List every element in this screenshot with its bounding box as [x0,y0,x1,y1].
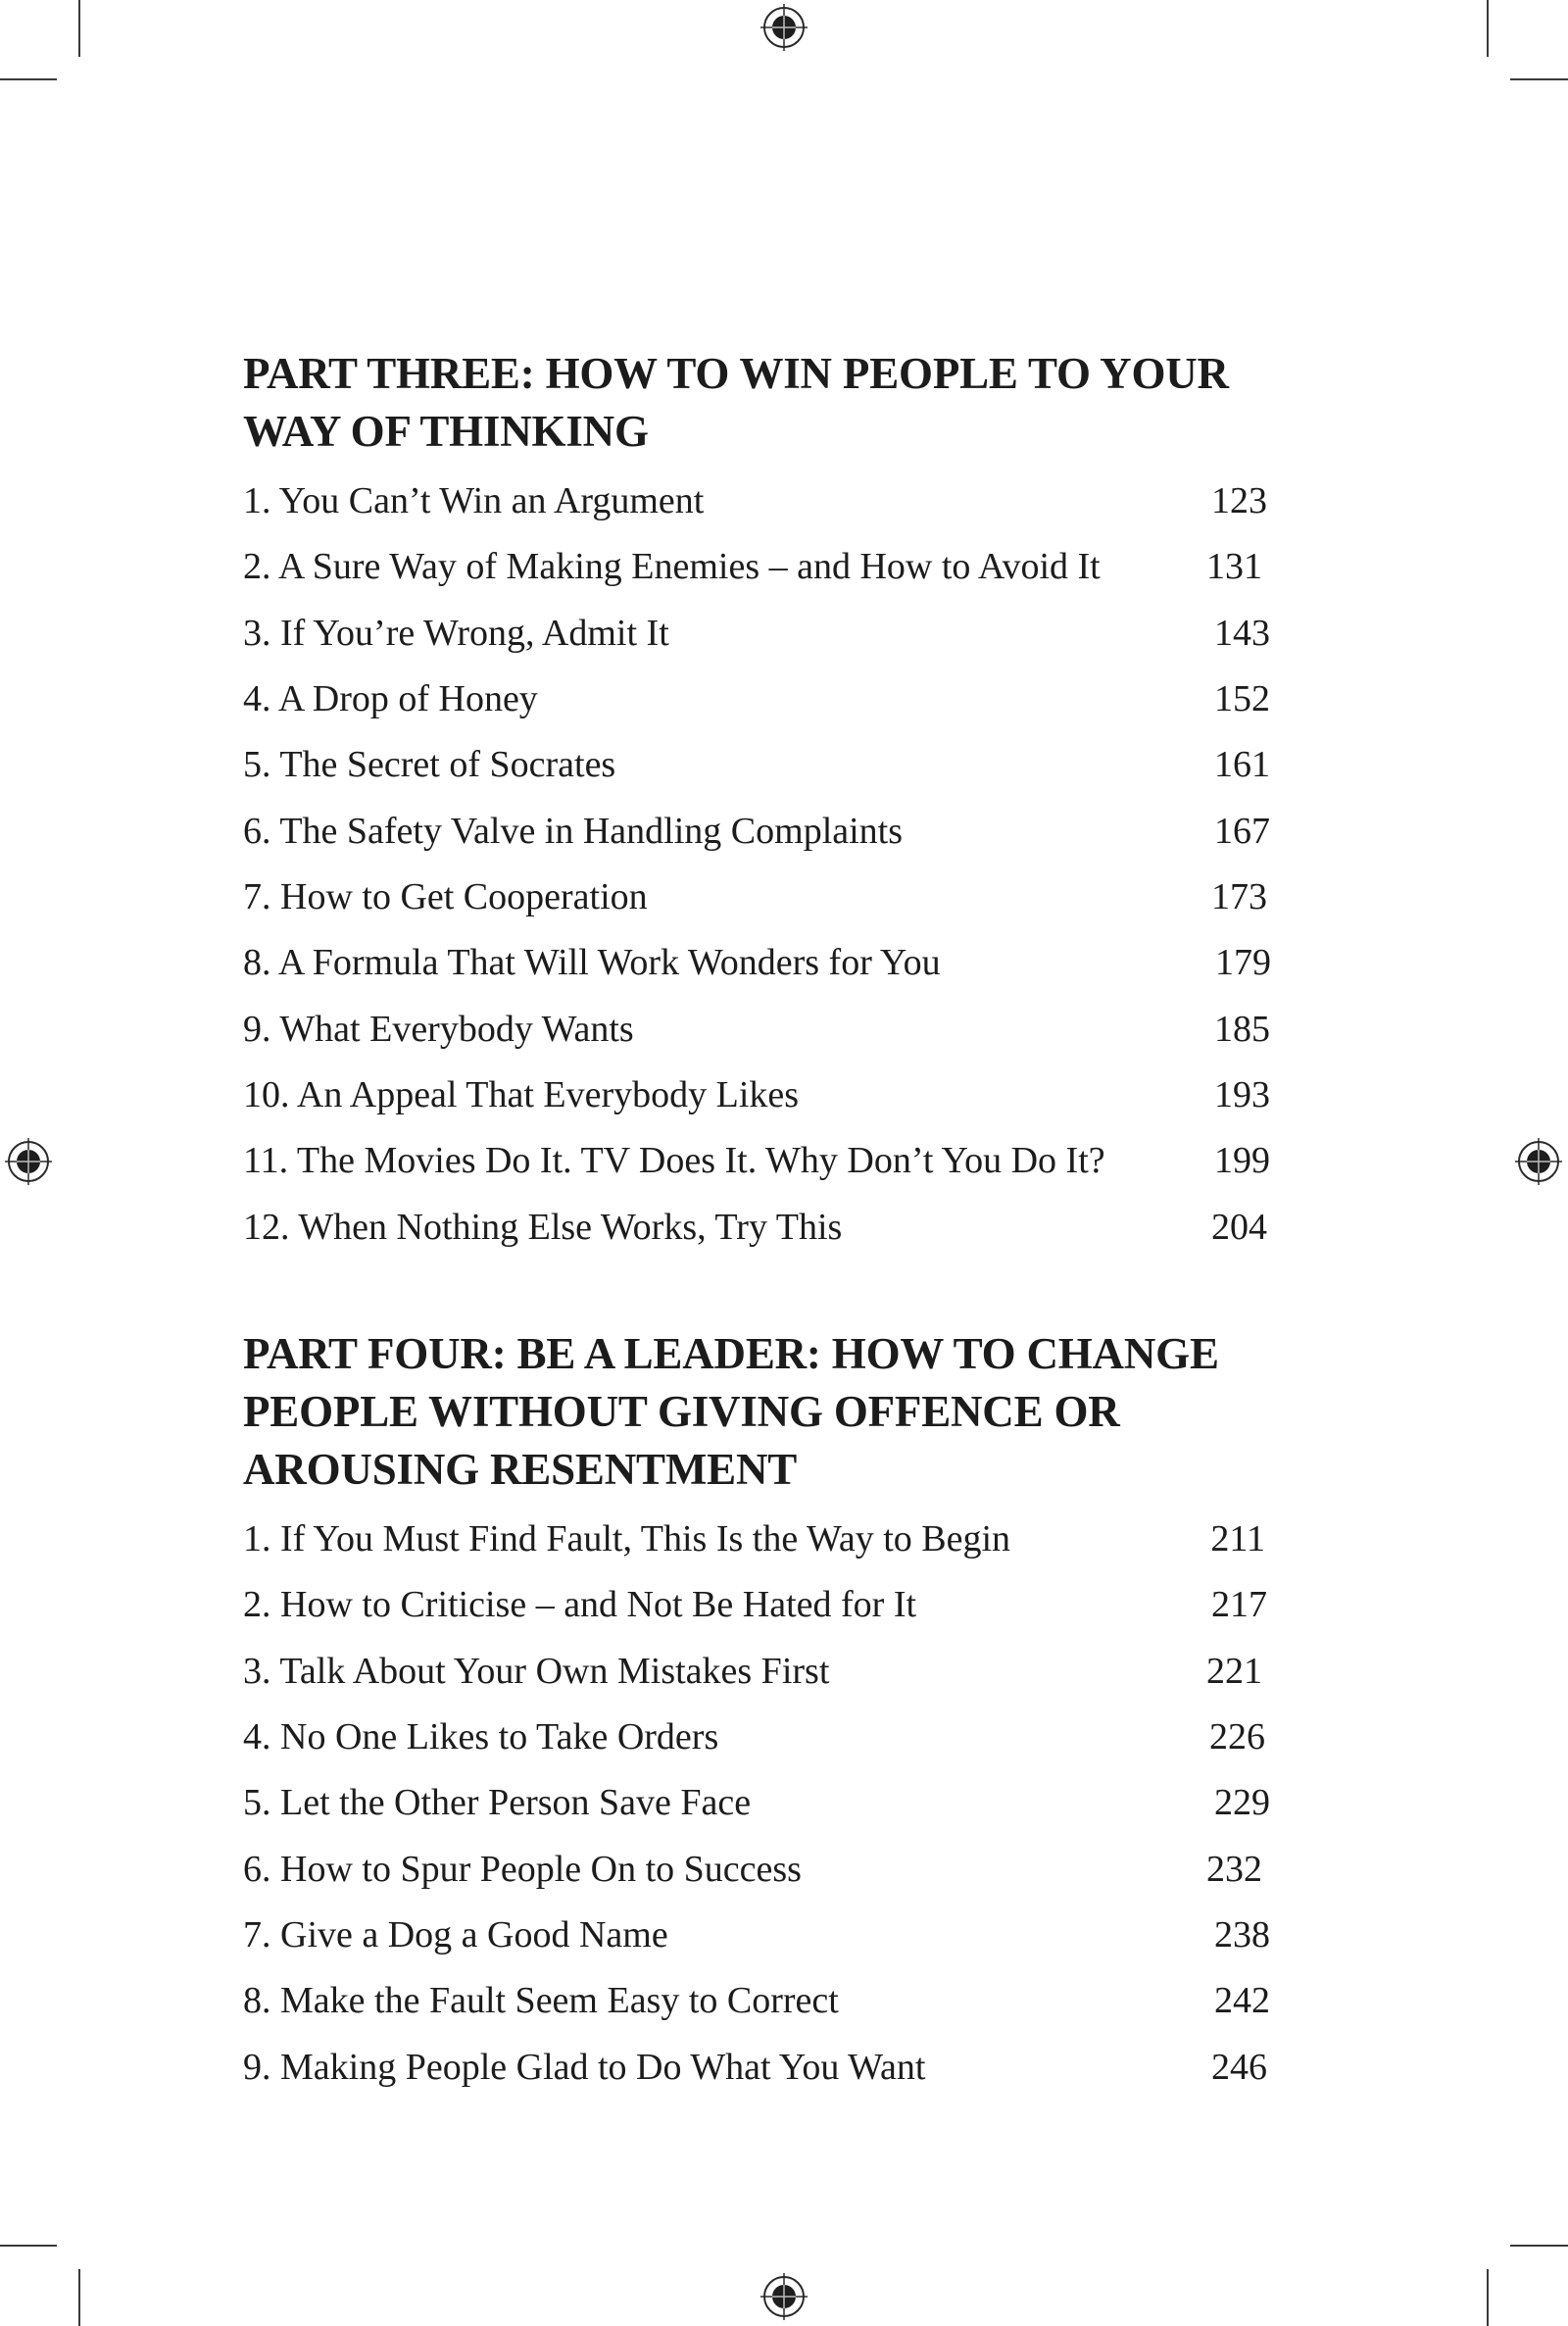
toc-entry-title: 11. The Movies Do It. TV Does It. Why Don’t You Do It? [243,1140,1105,1181]
toc-entry-title: 6. How to Spur People On to Success [243,1849,802,1890]
toc-entry[interactable] [243,869,1282,918]
crop-mark-icon [0,78,57,80]
toc-entry[interactable] [243,1577,1282,1626]
toc-entry-title: 3. If You’re Wrong, Admit It [243,613,669,654]
toc-entry-page: 131 [1206,546,1262,587]
toc-entry[interactable] [243,473,1282,522]
toc-entry-page: 238 [1214,1914,1270,1955]
toc-entry-page: 143 [1214,613,1270,654]
toc-entry-title: 12. When Nothing Else Works, Try This [243,1207,843,1248]
toc-entry[interactable] [243,1644,1282,1693]
toc-entry-title: 4. No One Likes to Take Orders [243,1716,719,1757]
toc-entry-page: 226 [1209,1716,1265,1757]
toc-entry-title: 1. If You Must Find Fault, This Is the Way to Begin [243,1518,1011,1559]
toc-entry[interactable] [243,539,1282,588]
toc-entry-title: 5. Let the Other Person Save Face [243,1782,752,1823]
toc-entry-page: 167 [1214,811,1270,852]
toc-entry-page: 232 [1206,1849,1262,1890]
section-heading-part-three [243,345,1282,461]
toc-entry-page: 221 [1206,1651,1262,1692]
heading-line: AROUSING RESENTMENT [243,1445,798,1494]
heading-line: WAY OF THINKING [243,407,649,456]
toc-entry-page: 211 [1210,1518,1265,1559]
toc-entry-page: 152 [1214,678,1270,719]
toc-entry-page: 242 [1214,1980,1270,2021]
toc-entry-title: 6. The Safety Valve in Handling Complaints [243,811,904,852]
toc-entry-page: 185 [1214,1009,1270,1050]
toc-entry-title: 2. How to Criticise – and Not Be Hated for It [243,1584,917,1625]
toc-entry-title: 7. Give a Dog a Good Name [243,1914,668,1955]
crop-mark-icon [78,0,80,57]
toc-entry[interactable] [243,1842,1282,1891]
toc-entry-title: 9. Making People Glad to Do What You Want [243,2047,926,2088]
registration-mark-icon [757,0,811,55]
toc-entry[interactable] [243,737,1282,786]
toc-entry[interactable] [243,1775,1282,1824]
toc-entry[interactable] [243,671,1282,720]
heading-line: PART FOUR: BE A LEADER: HOW TO CHANGE [243,1329,1219,1378]
toc-entry[interactable] [243,1907,1282,1956]
crop-mark-icon [0,2245,57,2247]
registration-mark-icon [757,2269,811,2324]
crop-mark-icon [78,2269,80,2326]
toc-entry-page: 246 [1211,2047,1267,2088]
crop-mark-icon [1487,2269,1489,2326]
toc-entry-title: 2. A Sure Way of Making Enemies – and How to Avoid It [243,546,1101,587]
toc-entry[interactable] [243,1511,1282,1560]
registration-mark-icon [1511,1134,1566,1189]
heading-line: PEOPLE WITHOUT GIVING OFFENCE OR [243,1387,1120,1436]
toc-entry[interactable] [243,1973,1282,2022]
toc-entry-page: 161 [1214,744,1270,785]
toc-entry-title: 8. Make the Fault Seem Easy to Correct [243,1980,839,2021]
toc-entry[interactable] [243,804,1282,853]
toc-entry-page: 204 [1211,1207,1267,1248]
toc-entry-title: 8. A Formula That Will Work Wonders for You [243,942,941,983]
toc-entry[interactable] [243,1709,1282,1758]
toc-entry-page: 229 [1214,1782,1270,1823]
toc-entry-title: 7. How to Get Cooperation [243,876,648,917]
toc-entry-title: 3. Talk About Your Own Mistakes First [243,1651,830,1692]
toc-entry-page: 179 [1215,942,1271,983]
toc-entry-page: 217 [1211,1584,1267,1625]
crop-mark-icon [1510,78,1568,80]
crop-mark-icon [1487,0,1489,57]
toc-entry[interactable] [243,1133,1282,1182]
toc-entry-title: 10. An Appeal That Everybody Likes [243,1074,800,1115]
toc-entry-title: 4. A Drop of Honey [243,678,538,719]
toc-entry-title: 5. The Secret of Socrates [243,744,616,785]
toc-entry-page: 173 [1211,876,1267,917]
toc-entry-page: 199 [1214,1140,1270,1181]
toc-entry[interactable] [243,2040,1282,2089]
toc-entry-page: 123 [1211,480,1267,521]
toc-entry-title: 9. What Everybody Wants [243,1009,634,1050]
section-heading-part-four [243,1325,1282,1499]
toc-entry[interactable] [243,1200,1282,1249]
toc-entry[interactable] [243,1002,1282,1051]
heading-line: PART THREE: HOW TO WIN PEOPLE TO YOUR [243,349,1229,398]
registration-mark-icon [1,1134,56,1189]
crop-mark-icon [1510,2245,1568,2247]
toc-entry[interactable] [243,1067,1282,1116]
toc-entry[interactable] [243,935,1282,984]
toc-entry[interactable] [243,606,1282,655]
toc-entry-page: 193 [1214,1074,1270,1115]
toc-entry-title: 1. You Can’t Win an Argument [243,480,705,521]
